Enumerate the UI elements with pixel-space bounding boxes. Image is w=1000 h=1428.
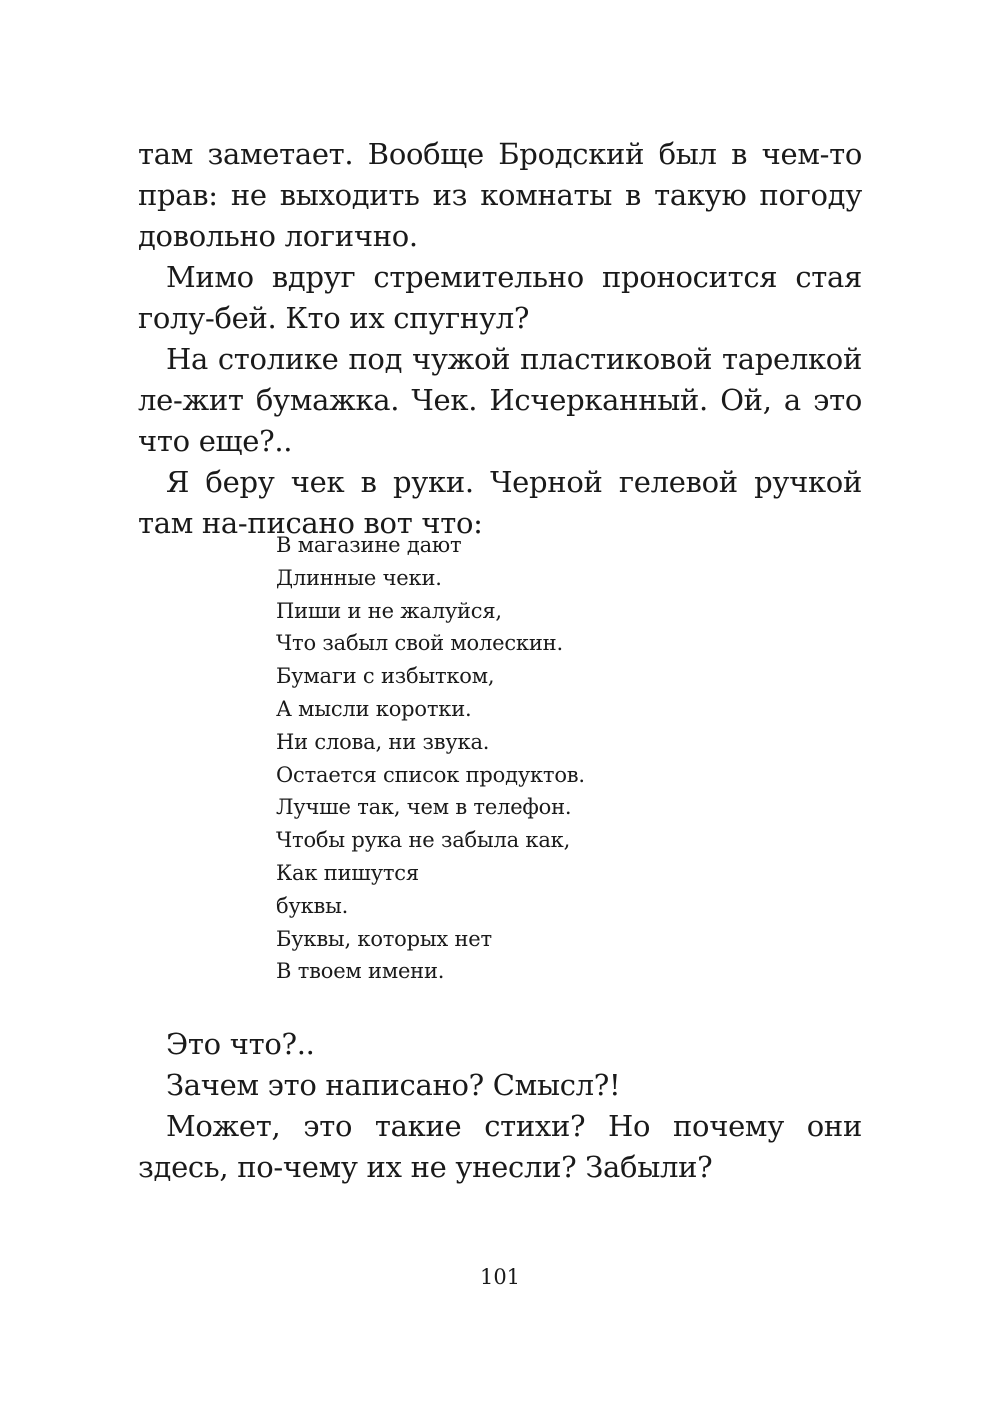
poem-line: Длинные чеки.	[276, 565, 442, 590]
poem-line: Бумаги с избытком,	[276, 664, 495, 689]
page-number: 101	[479, 1265, 521, 1289]
poem-line: Буквы, которых нет	[276, 926, 492, 951]
paragraph: Я беру чек в руки. Черной гелевой ручкой там на-писано вот что:	[138, 465, 862, 540]
paragraph: там заметает. Вообще Бродский был в чем-то прав: не выходить из комнаты в такую погоду довольно логично.	[138, 137, 862, 253]
poem-line: Чтобы рука не забыла как,	[276, 828, 571, 853]
paragraph: Мимо вдруг стремительно проносится стая голу-бей. Кто их спугнул?	[138, 260, 862, 335]
paragraph: Зачем это написано? Смысл?!	[166, 1068, 621, 1102]
poem-line: Остается список продуктов.	[276, 762, 585, 787]
paragraph: Это что?..	[166, 1027, 315, 1061]
poem-line: А мысли коротки.	[276, 696, 472, 721]
prose-bottom	[138, 1024, 862, 1188]
poem	[276, 529, 585, 988]
poem-line: Пиши и не жалуйся,	[276, 598, 502, 623]
poem-line: Как пишутся	[276, 860, 419, 885]
poem-line: В твоем имени.	[276, 959, 445, 984]
poem-line: Ни слова, ни звука.	[276, 729, 490, 754]
paragraph: На столике под чужой пластиковой тарелкой ле-жит бумажка. Чек. Исчерканный. Ой, а это что еще?..	[138, 342, 862, 458]
poem-line: Лучше так, чем в телефон.	[276, 795, 572, 820]
paragraph: Может, это такие стихи? Но почему они здесь, по-чему их не унесли? Забыли?	[138, 1109, 862, 1184]
poem-line: буквы.	[276, 893, 349, 918]
poem-line: В магазине дают	[276, 533, 462, 557]
prose-top	[138, 134, 862, 544]
poem-line: Что забыл свой молескин.	[276, 631, 563, 656]
